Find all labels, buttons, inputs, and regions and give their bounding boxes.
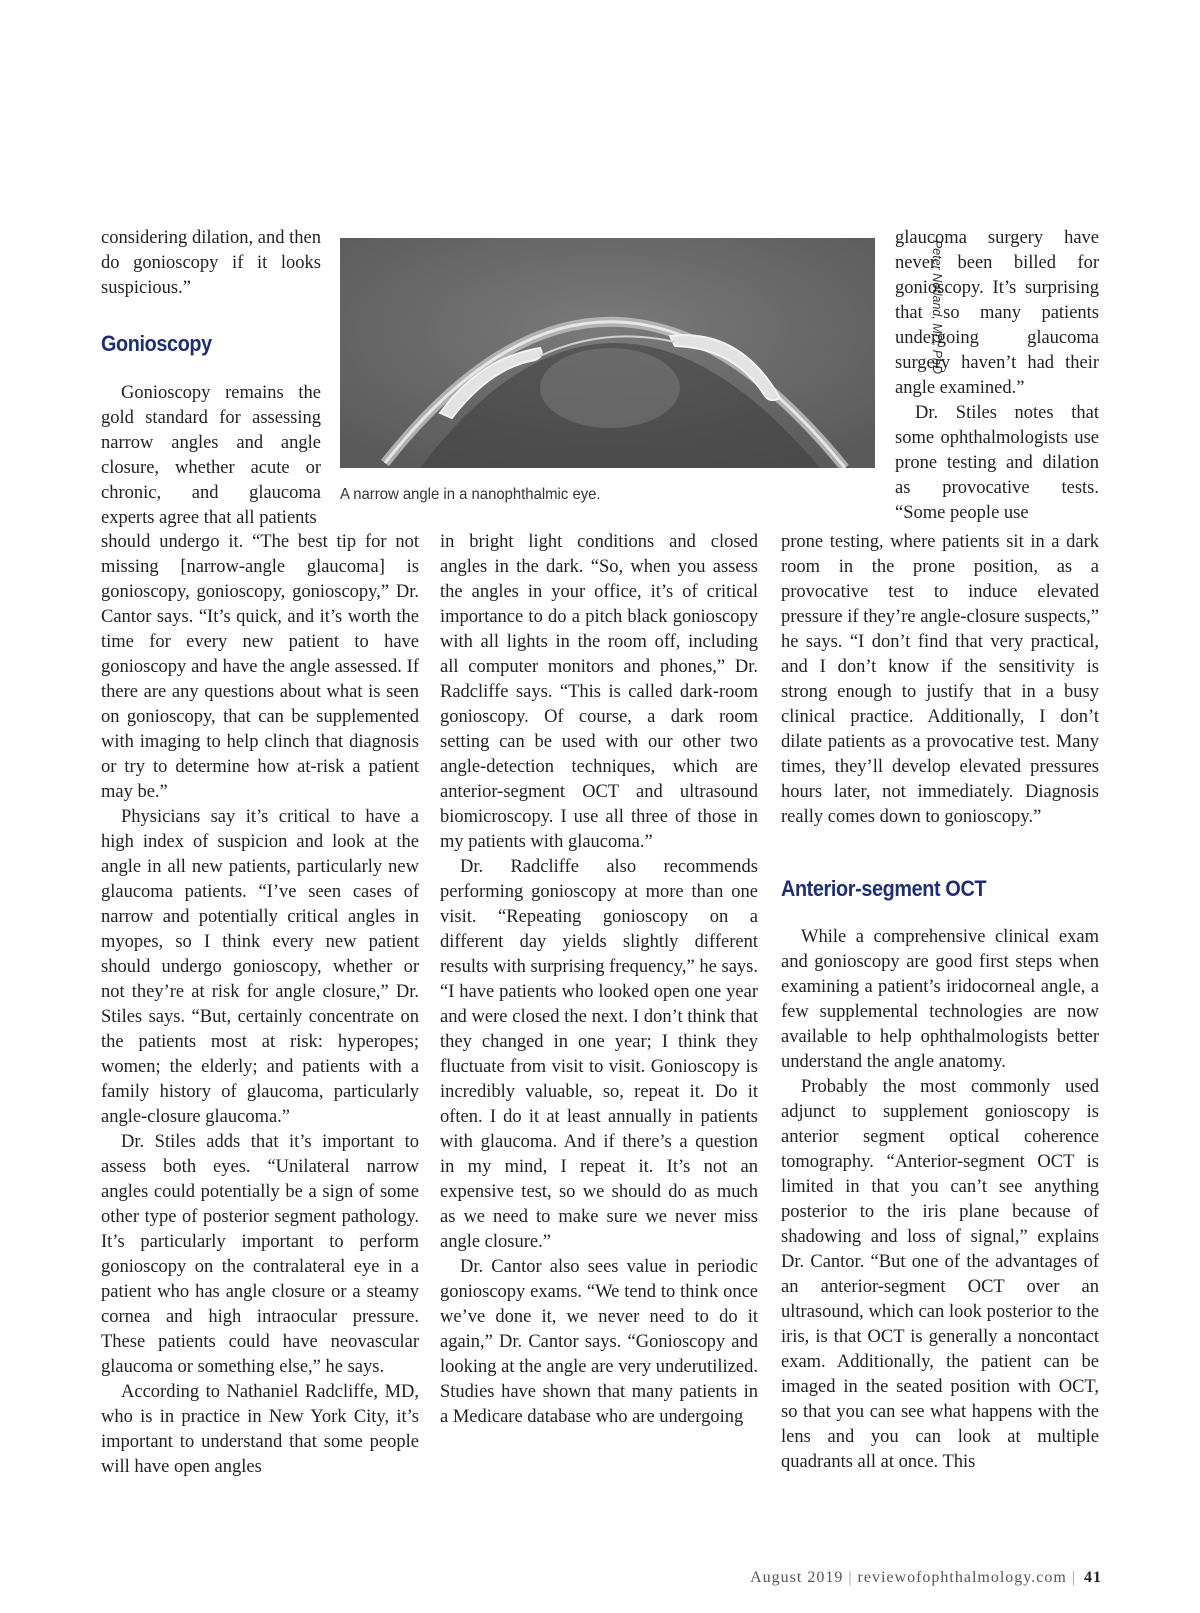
photo-credit: Peter Netland, MD, PhD (930, 239, 944, 375)
footer-month: August 2019 (750, 1569, 844, 1586)
right-column-oct (781, 925, 1099, 1475)
paragraph: Gonioscopy remains the gold standard for assessing narrow angles and angle closure, whether acute or chronic, and glaucoma experts agree that all patients (101, 383, 321, 528)
footer-site: reviewofophthalmology.com (857, 1569, 1067, 1586)
paragraph: According to Nathaniel Radcliffe, MD, who is in practice in New York City, it’s important to understand that some people will have open angles (101, 1382, 419, 1477)
section-heading-gonioscopy: Gonioscopy (101, 331, 212, 356)
section-heading-anterior-segment-oct: Anterior-segment OCT (781, 876, 987, 901)
paragraph: considering dilation, and then do gonioscopy if it looks suspicious.” (101, 228, 321, 298)
paragraph: prone testing, where patients sit in a dark room in the prone position, as a provocative test to induce elevated pressure if they’re angle-closure suspects,” he says. “I don’t find that very practical, and I don’t know if the sensitivity is strong enough to justify that in a busy clinical practice. Additionally, I don’t dilate patients as a provocative test. Many times, they’ll develop elevated pressures hours later, not immediately. Diagnosis really comes down to gonioscopy.” (781, 532, 1099, 827)
paragraph: in bright light conditions and closed angles in the dark. “So, when you assess the angles in your office, it’s of critical importance to do a pitch black gonioscopy with all lights in the room off, including all computer monitors and phones,” Dr. Radcliffe says. “This is called dark-room gonioscopy. Of course, a dark room setting can be used with our other two angle-detection techniques, which are anterior-segment OCT and ultrasound biomicroscopy. I use all three of those in my patients with glaucoma.” (440, 532, 758, 852)
page-number: 41 (1084, 1569, 1102, 1586)
left-column-top (101, 226, 321, 301)
paragraph: Dr. Radcliffe also recommends performing gonioscopy at more than one visit. “Repeating gonioscopy on a different day yields slightly different results with surprising frequency,” he says. “I have patients who looked open one year and were closed the next. I don’t think that they changed in one year; I think they fluctuate from visit to visit. Gonioscopy is incredibly valuable, so, repeat it. Do it often. I do it at least annually in patients with glaucoma. And if there’s a question in my mind, I repeat it. It’s not an expensive test, so we should do as much as we need to make sure we never miss angle closure.” (440, 857, 758, 1252)
anterior-segment-oct-image (340, 238, 875, 468)
figure-caption: A narrow angle in a nanophthalmic eye. (340, 486, 601, 503)
paragraph: Dr. Stiles adds that it’s important to assess both eyes. “Unilateral narrow angles could potentially be a sign of some other type of posterior segment pathology. It’s particularly important to perform gonioscopy on the contralateral eye in a patient who has angle closure or a steamy cornea and high intraocular pressure. These patients could have neovascular glaucoma or something else,” he says. (101, 1132, 419, 1377)
right-column-top (895, 226, 1099, 526)
paragraph: Dr. Cantor also sees value in periodic gonioscopy exams. “We tend to think once we’ve done it, we never need to do it again,” Dr. Cantor says. “Gonioscopy and looking at the angle are very underutilized. Studies have shown that many patients in a Medicare database who are undergoing (440, 1257, 758, 1427)
paragraph: While a comprehensive clinical exam and gonioscopy are good first steps when examining a patient’s iridocorneal angle, a few supplemental technologies are now available to help ophthalmologists better understand the angle anatomy. (781, 927, 1099, 1072)
left-column-intro (101, 381, 321, 531)
paragraph: Dr. Stiles notes that some ophthalmologists use prone testing and dilation as provocative tests. “Some people use (895, 403, 1099, 523)
paragraph: Physicians say it’s critical to have a high index of suspicion and look at the angle in all new patients, particularly new glaucoma patients. “I’ve seen cases of narrow and potentially critical angles in myopes, so I think every new patient should undergo gonioscopy, whether or not they’re at risk for angle closure,” Dr. Stiles says. “But, certainly concentrate on the patients most at risk: hyperopes; women; the elderly; and patients with a family history of glaucoma, particularly angle-closure glaucoma.” (101, 807, 419, 1127)
paragraph: Probably the most commonly used adjunct to supplement gonioscopy is anterior segment optical coherence tomography. “Anterior-segment OCT is limited in that you can’t see anything posterior to the iris plane because of shadowing and loss of signal,” explains Dr. Cantor. “But one of the advantages of an anterior-segment OCT over an ultrasound, which can look posterior to the iris, is that OCT is generally a noncontact exam. Additionally, the patient can be imaged in the seated position with OCT, so that you can see what happens with the lens and you can look at multiple quadrants all at once. This (781, 1077, 1099, 1472)
middle-column (440, 530, 758, 1430)
right-column-body (781, 530, 1099, 830)
paragraph: should undergo it. “The best tip for not missing [narrow-angle glaucoma] is gonioscopy, gonioscopy, gonioscopy,” Dr. Cantor says. “It’s quick, and it’s worth the time for every new patient to have gonioscopy and have the angle assessed. If there are any questions about what is seen on gonioscopy, that can be supplemented with imaging to help clinch that diagnosis or try to determine how at-risk a patient may be.” (101, 532, 419, 802)
paragraph: glaucoma surgery have never been billed for gonioscopy. It’s surprising that so many patients undergoing glaucoma surgery haven’t had their angle examined.” (895, 228, 1099, 398)
oct-figure-image (340, 238, 875, 468)
page-footer: August 2019 | reviewofophthalmology.com | 41 (750, 1569, 1102, 1586)
left-column-body (101, 530, 419, 1480)
